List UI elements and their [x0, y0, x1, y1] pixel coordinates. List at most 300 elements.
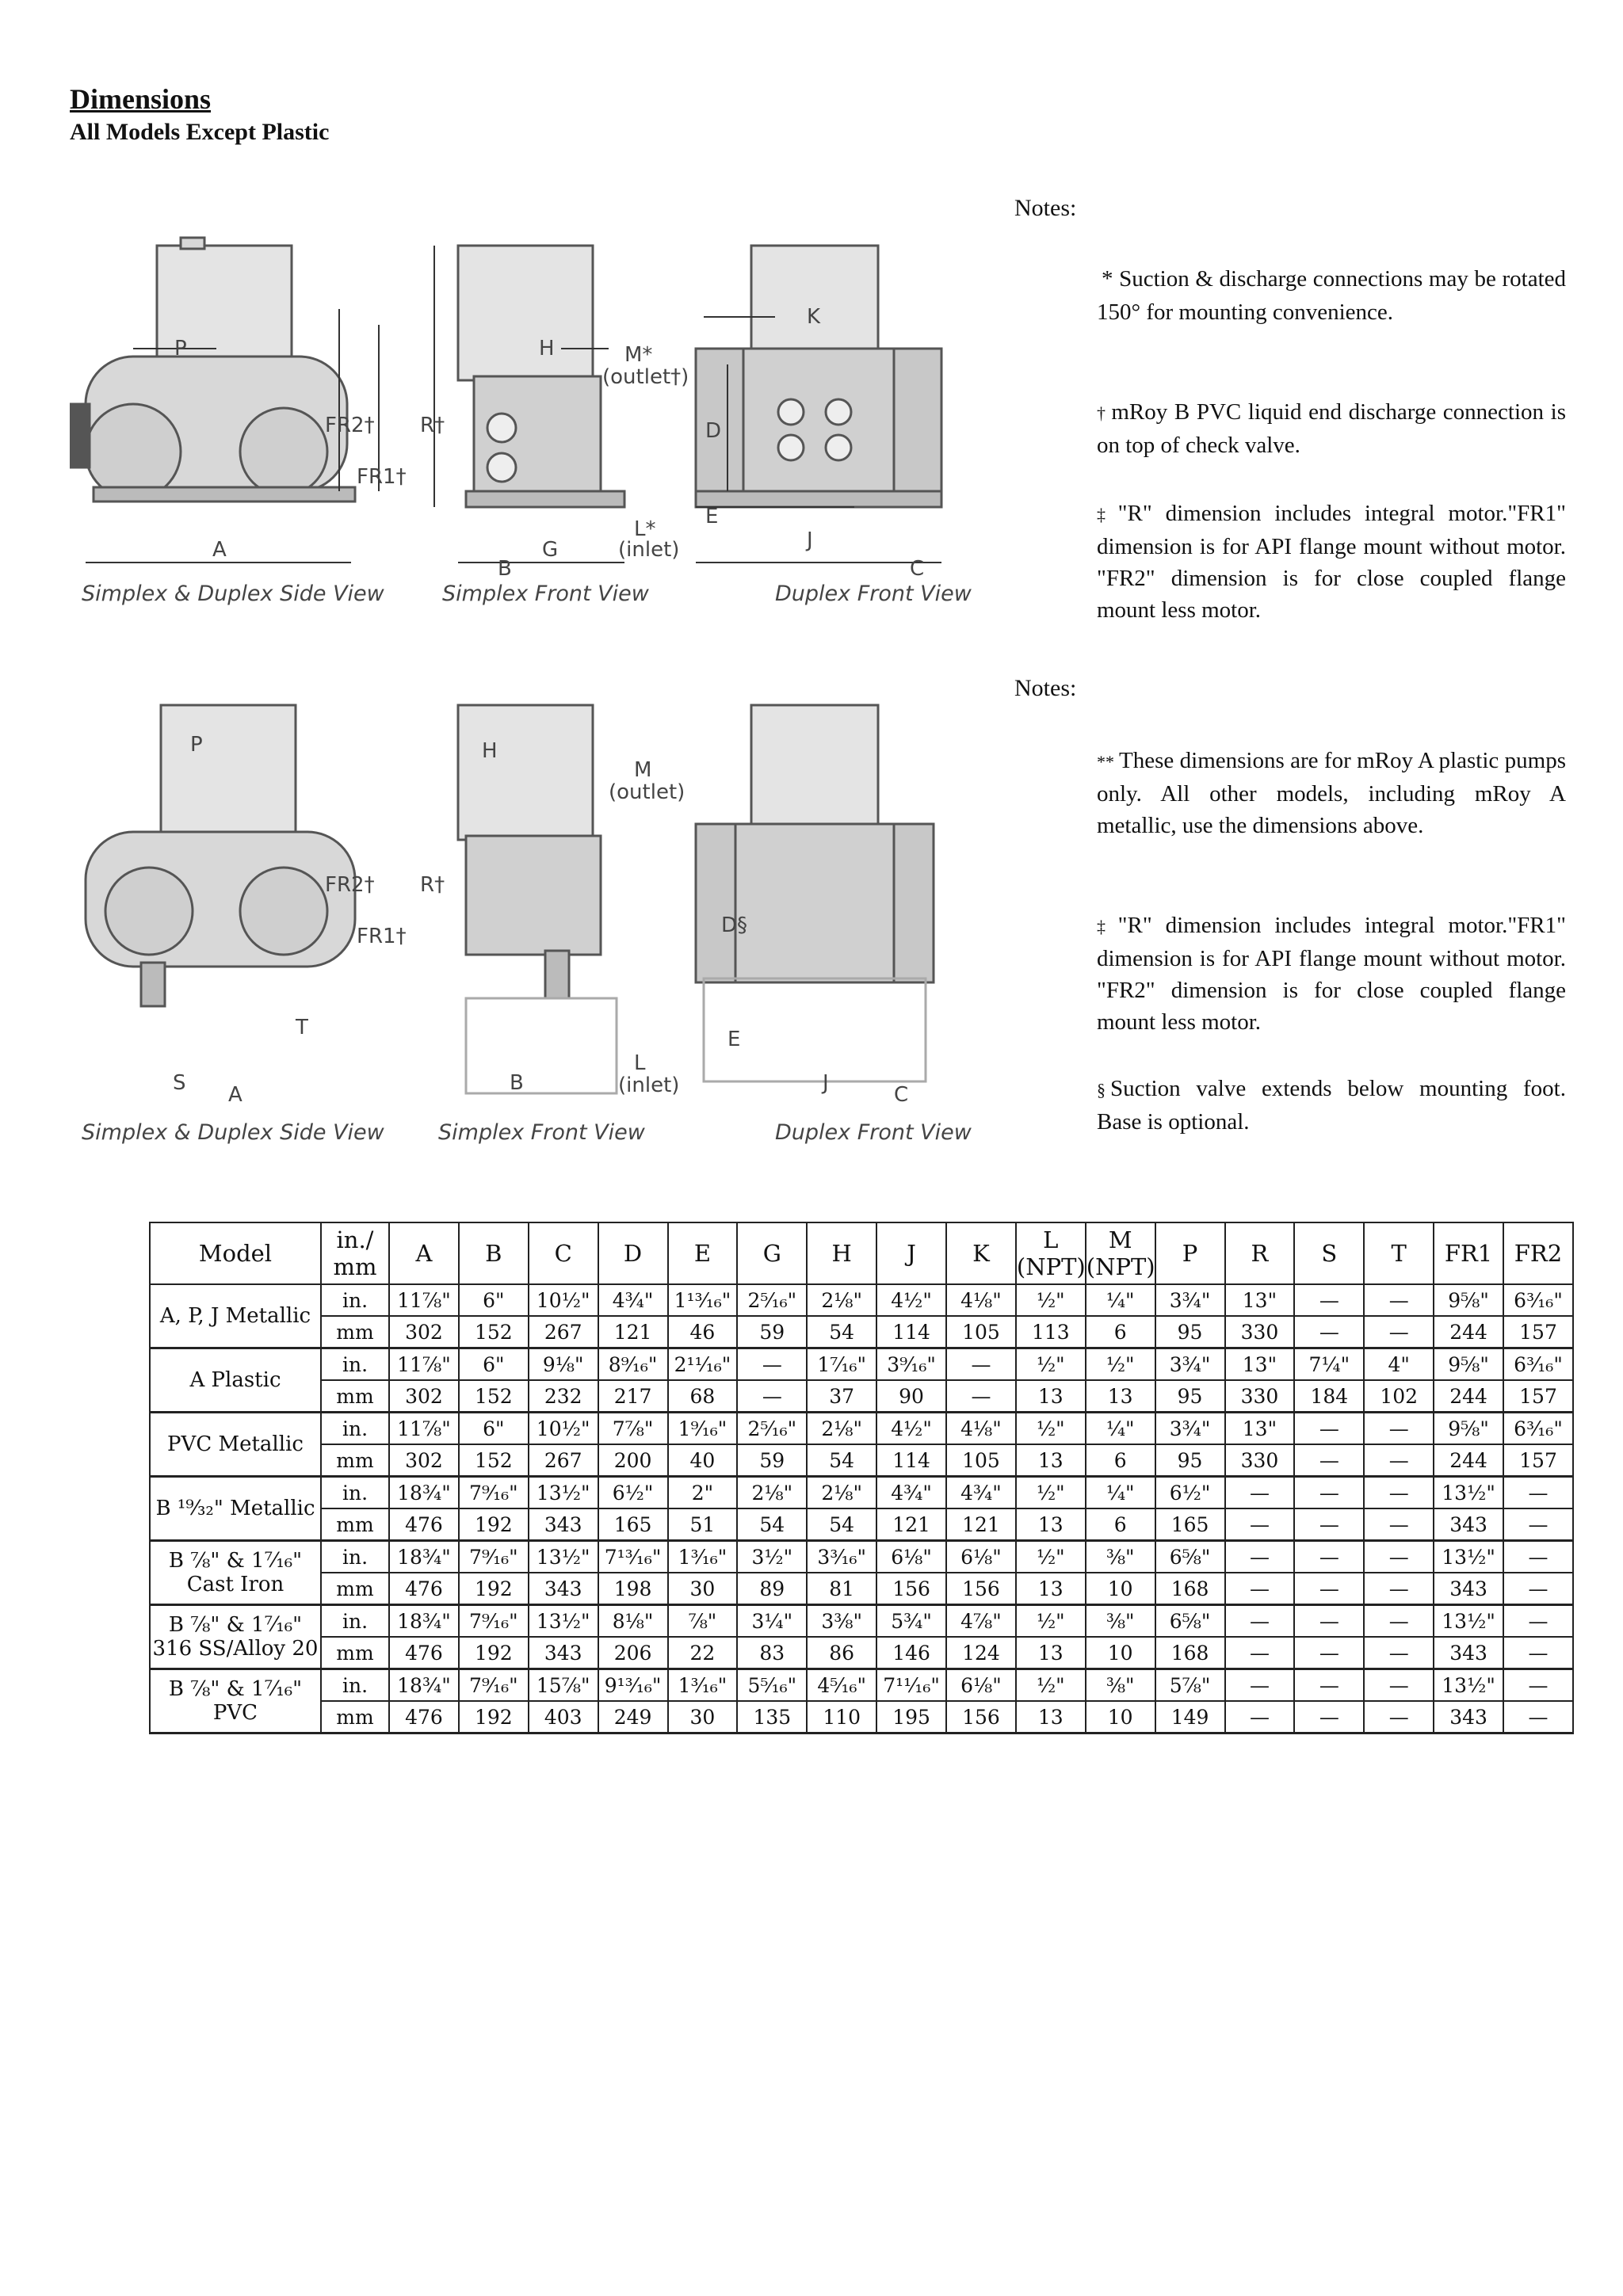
table-cell: 13: [1016, 1380, 1086, 1413]
table-cell: 152: [459, 1444, 529, 1477]
table-cell: 30: [668, 1573, 738, 1605]
table-cell: 40: [668, 1444, 738, 1477]
table-cell: 11⅞": [389, 1284, 459, 1316]
table-cell: 10½": [529, 1284, 598, 1316]
table-cell: 156: [876, 1573, 946, 1605]
note-item: [1097, 396, 1566, 461]
table-cell: 6⅛": [946, 1669, 1016, 1702]
table-cell: 9¹³⁄₁₆": [598, 1669, 668, 1702]
dim-label-j: J: [823, 1071, 829, 1095]
dim-label-fr1: FR1†: [357, 465, 407, 489]
table-cell: 11⅞": [389, 1413, 459, 1445]
dim-label-c: C: [894, 1083, 909, 1107]
table-cell: —: [1364, 1701, 1434, 1733]
table-cell: 2": [668, 1477, 738, 1509]
caption-duplex-front: Duplex Front View: [775, 582, 972, 606]
table-cell: 6⅛": [946, 1541, 1016, 1573]
note-symbol: ‡: [1097, 505, 1113, 524]
table-cell: —: [1503, 1701, 1573, 1733]
table-cell: ⅞": [668, 1605, 738, 1638]
table-cell: 59: [737, 1444, 807, 1477]
table-cell: 105: [946, 1444, 1016, 1477]
table-cell: mm: [321, 1573, 389, 1605]
table-cell: 4⅞": [946, 1605, 1016, 1638]
dim-label-m: M: [634, 758, 652, 782]
table-cell: in.: [321, 1284, 389, 1316]
table-cell: 476: [389, 1508, 459, 1541]
table-cell: 330: [1225, 1316, 1295, 1348]
table-cell: ⅜": [1086, 1605, 1155, 1638]
table-cell: —: [1294, 1701, 1364, 1733]
note-text: mRoy B PVC liquid end discharge connection is on top of check valve.: [1097, 399, 1566, 458]
table-header-cell: C: [529, 1222, 598, 1284]
table-cell: 54: [807, 1316, 876, 1348]
note-item: [1097, 745, 1566, 841]
table-header-cell: H: [807, 1222, 876, 1284]
table-cell: —: [1364, 1669, 1434, 1702]
table-cell: 3¾": [1155, 1284, 1225, 1316]
table-cell: 156: [946, 1573, 1016, 1605]
table-cell: —: [1503, 1477, 1573, 1509]
table-cell: 22: [668, 1637, 738, 1669]
table-row: [150, 1508, 1573, 1541]
dim-label-h: H: [482, 739, 498, 763]
figure-row-2: [70, 689, 989, 1149]
table-cell: 13: [1016, 1637, 1086, 1669]
table-cell: 192: [459, 1508, 529, 1541]
table-cell: 30: [668, 1701, 738, 1733]
table-cell: 302: [389, 1444, 459, 1477]
table-cell: —: [1225, 1573, 1295, 1605]
table-cell: mm: [321, 1316, 389, 1348]
table-cell: ½": [1016, 1413, 1086, 1445]
table-cell: 81: [807, 1573, 876, 1605]
dim-label-d: D: [705, 419, 722, 443]
table-cell: 9⅛": [529, 1348, 598, 1381]
table-cell: 1⁷⁄₁₆": [807, 1348, 876, 1381]
table-cell: 10: [1086, 1573, 1155, 1605]
note-text: These dimensions are for mRoy A plastic pumps only. All other models, including mRoy A metallic, use the dimensions above.: [1097, 748, 1566, 838]
dim-label-b: B: [498, 557, 512, 581]
dimensions-table: [149, 1222, 1574, 1734]
table-cell: ½": [1016, 1669, 1086, 1702]
table-cell: 6": [459, 1348, 529, 1381]
table-cell: —: [1294, 1477, 1364, 1509]
table-cell: —: [1225, 1669, 1295, 1702]
dim-label-c: C: [910, 557, 925, 581]
table-cell: 10: [1086, 1701, 1155, 1733]
table-cell: 86: [807, 1637, 876, 1669]
table-cell: —: [1294, 1573, 1364, 1605]
note-text: "R" dimension includes integral motor."FR1" dimension is for API flange mount without motor. "FR2" dimension is for close coupled flange mount less motor.: [1097, 913, 1566, 1035]
table-cell: 232: [529, 1380, 598, 1413]
table-cell: in.: [321, 1669, 389, 1702]
table-cell: 4¾": [946, 1477, 1016, 1509]
table-cell: 7¹³⁄₁₆": [598, 1541, 668, 1573]
table-cell: 168: [1155, 1573, 1225, 1605]
dim-label-fr1: FR1†: [357, 925, 407, 948]
table-header-cell: B: [459, 1222, 529, 1284]
table-row: [150, 1284, 1573, 1316]
table-cell: —: [1503, 1669, 1573, 1702]
table-cell: —: [737, 1348, 807, 1381]
table-cell: —: [1364, 1541, 1434, 1573]
table-cell: 343: [1434, 1508, 1503, 1541]
table-cell: 1¹³⁄₁₆": [668, 1284, 738, 1316]
dim-label-e: E: [727, 1028, 741, 1051]
table-cell: 330: [1225, 1444, 1295, 1477]
table-cell: —: [1364, 1508, 1434, 1541]
table-cell: 2⁵⁄₁₆": [737, 1413, 807, 1445]
table-cell: 89: [737, 1573, 807, 1605]
table-cell: ⅜": [1086, 1541, 1155, 1573]
table-cell: 200: [598, 1444, 668, 1477]
table-cell: —: [1503, 1508, 1573, 1541]
table-cell: 267: [529, 1316, 598, 1348]
table-header-cell: A: [389, 1222, 459, 1284]
table-header-cell: M (NPT): [1086, 1222, 1155, 1284]
table-cell: 90: [876, 1380, 946, 1413]
dim-label-p: P: [174, 337, 187, 360]
table-cell: 15⅞": [529, 1669, 598, 1702]
table-header-cell: Model: [150, 1222, 321, 1284]
table-cell: 4¾": [876, 1477, 946, 1509]
table-cell: 7⁹⁄₁₆": [459, 1541, 529, 1573]
table-cell: ½": [1016, 1541, 1086, 1573]
table-cell: 206: [598, 1637, 668, 1669]
table-cell: 121: [598, 1316, 668, 1348]
table-cell: 10: [1086, 1637, 1155, 1669]
table-cell: 1³⁄₁₆": [668, 1541, 738, 1573]
table-cell: 59: [737, 1316, 807, 1348]
model-cell: B ¹⁹⁄₃₂" Metallic: [150, 1477, 321, 1541]
table-cell: 13: [1016, 1444, 1086, 1477]
table-cell: 343: [1434, 1637, 1503, 1669]
table-cell: 6: [1086, 1508, 1155, 1541]
table-cell: ½": [1016, 1477, 1086, 1509]
table-cell: 13½": [1434, 1669, 1503, 1702]
table-cell: 343: [529, 1637, 598, 1669]
table-cell: 403: [529, 1701, 598, 1733]
table-cell: 476: [389, 1573, 459, 1605]
table-cell: 102: [1364, 1380, 1434, 1413]
table-cell: —: [1364, 1413, 1434, 1445]
table-cell: 114: [876, 1444, 946, 1477]
model-cell: B ⅞" & 1⁷⁄₁₆" Cast Iron: [150, 1541, 321, 1605]
table-cell: —: [1294, 1637, 1364, 1669]
dim-label-m: M*: [624, 343, 653, 367]
table-cell: ½": [1016, 1284, 1086, 1316]
table-cell: 13: [1016, 1573, 1086, 1605]
table-cell: 3⅜": [807, 1605, 876, 1638]
table-cell: 244: [1434, 1444, 1503, 1477]
table-cell: 13": [1225, 1348, 1295, 1381]
table-cell: 13½": [1434, 1477, 1503, 1509]
table-cell: 1³⁄₁₆": [668, 1669, 738, 1702]
dim-label-inlet: (inlet): [618, 1074, 680, 1097]
table-cell: —: [1225, 1637, 1295, 1669]
table-cell: 4⁵⁄₁₆": [807, 1669, 876, 1702]
table-cell: 157: [1503, 1380, 1573, 1413]
table-cell: 476: [389, 1701, 459, 1733]
table-cell: 95: [1155, 1380, 1225, 1413]
table-cell: in.: [321, 1605, 389, 1638]
table-cell: —: [1364, 1316, 1434, 1348]
dim-label-fr2: FR2†: [325, 873, 375, 897]
table-cell: 3¾": [1155, 1413, 1225, 1445]
table-header-cell: J: [876, 1222, 946, 1284]
table-cell: 18¾": [389, 1541, 459, 1573]
table-cell: 244: [1434, 1380, 1503, 1413]
table-cell: —: [1364, 1637, 1434, 1669]
table-cell: 124: [946, 1637, 1016, 1669]
table-cell: 13½": [529, 1541, 598, 1573]
table-cell: 1⁹⁄₁₆": [668, 1413, 738, 1445]
note-symbol: **: [1097, 752, 1114, 772]
table-cell: 195: [876, 1701, 946, 1733]
table-cell: 302: [389, 1380, 459, 1413]
dim-label-outlet: (outlet): [609, 780, 685, 804]
table-header-cell: FR2: [1503, 1222, 1573, 1284]
table-cell: 18¾": [389, 1605, 459, 1638]
table-cell: mm: [321, 1380, 389, 1413]
table-row: [150, 1444, 1573, 1477]
table-cell: ¼": [1086, 1413, 1155, 1445]
table-cell: in.: [321, 1477, 389, 1509]
dim-label-j: J: [807, 528, 813, 552]
table-cell: 4": [1364, 1348, 1434, 1381]
table-cell: mm: [321, 1701, 389, 1733]
table-row: [150, 1316, 1573, 1348]
table-cell: 9⅝": [1434, 1348, 1503, 1381]
table-cell: 13: [1086, 1380, 1155, 1413]
table-cell: —: [1294, 1316, 1364, 1348]
table-cell: 54: [737, 1508, 807, 1541]
table-cell: —: [1225, 1541, 1295, 1573]
table-cell: —: [946, 1380, 1016, 1413]
note-text: * Suction & discharge connections may be rotated 150° for mounting convenience.: [1097, 266, 1566, 325]
table-cell: 6½": [1155, 1477, 1225, 1509]
table-cell: 110: [807, 1701, 876, 1733]
table-cell: 11⅞": [389, 1348, 459, 1381]
table-cell: 37: [807, 1380, 876, 1413]
table-cell: 8⁹⁄₁₆": [598, 1348, 668, 1381]
table-cell: mm: [321, 1637, 389, 1669]
figure-row-1: [70, 230, 989, 626]
table-cell: in.: [321, 1413, 389, 1445]
page-subtitle: All Models Except Plastic: [70, 119, 330, 145]
table-cell: 4⅛": [946, 1413, 1016, 1445]
table-row: [150, 1573, 1573, 1605]
table-cell: 4½": [876, 1413, 946, 1445]
table-cell: 13: [1016, 1701, 1086, 1733]
table-cell: 152: [459, 1316, 529, 1348]
table-cell: ½": [1016, 1348, 1086, 1381]
model-cell: B ⅞" & 1⁷⁄₁₆" PVC: [150, 1669, 321, 1733]
table-row: [150, 1380, 1573, 1413]
table-header-cell: L (NPT): [1016, 1222, 1086, 1284]
table-cell: —: [1225, 1477, 1295, 1509]
table-cell: 113: [1016, 1316, 1086, 1348]
notes-label: Notes:: [1014, 195, 1077, 221]
table-cell: 13": [1225, 1284, 1295, 1316]
table-cell: 105: [946, 1316, 1016, 1348]
table-cell: —: [1225, 1605, 1295, 1638]
table-cell: ¼": [1086, 1477, 1155, 1509]
table-cell: 13½": [529, 1477, 598, 1509]
table-row: [150, 1701, 1573, 1733]
table-cell: 13: [1016, 1508, 1086, 1541]
table-cell: 6: [1086, 1444, 1155, 1477]
table-cell: 46: [668, 1316, 738, 1348]
table-cell: 192: [459, 1637, 529, 1669]
table-cell: 4¾": [598, 1284, 668, 1316]
table-row: [150, 1605, 1573, 1638]
table-cell: 302: [389, 1316, 459, 1348]
table-cell: 2⅛": [737, 1477, 807, 1509]
dim-label-a: A: [212, 538, 227, 562]
table-cell: —: [1503, 1605, 1573, 1638]
table-cell: —: [1364, 1284, 1434, 1316]
table-cell: 2⅛": [807, 1477, 876, 1509]
notes-label: Notes:: [1014, 675, 1077, 701]
note-symbol: ‡: [1097, 917, 1113, 936]
table-cell: 18¾": [389, 1669, 459, 1702]
table-cell: 6⅝": [1155, 1605, 1225, 1638]
table-cell: —: [1294, 1605, 1364, 1638]
table-header-cell: E: [668, 1222, 738, 1284]
dim-label-t: T: [296, 1016, 308, 1039]
table-row: [150, 1348, 1573, 1381]
dim-label-l: L: [634, 1051, 646, 1075]
table-cell: 13": [1225, 1413, 1295, 1445]
table-cell: —: [1225, 1701, 1295, 1733]
table-cell: 2⅛": [807, 1413, 876, 1445]
table-cell: 95: [1155, 1316, 1225, 1348]
model-cell: A Plastic: [150, 1348, 321, 1413]
table-cell: —: [1503, 1541, 1573, 1573]
table-cell: 2¹¹⁄₁₆": [668, 1348, 738, 1381]
table-cell: —: [1294, 1541, 1364, 1573]
page-title: Dimensions: [70, 83, 212, 115]
table-cell: 168: [1155, 1637, 1225, 1669]
dim-label-outlet: (outlet†): [602, 365, 689, 389]
table-cell: 9⅝": [1434, 1284, 1503, 1316]
dim-label-p: P: [190, 733, 203, 757]
table-cell: ⅜": [1086, 1669, 1155, 1702]
table-cell: 249: [598, 1701, 668, 1733]
table-cell: 4⅛": [946, 1284, 1016, 1316]
note-item: [1097, 1073, 1566, 1138]
dim-label-h: H: [539, 337, 555, 360]
table-cell: 5⁵⁄₁₆": [737, 1669, 807, 1702]
dim-label-fr2: FR2†: [325, 414, 375, 437]
table-cell: 5⅞": [1155, 1669, 1225, 1702]
table-header-cell: in./ mm: [321, 1222, 389, 1284]
model-cell: A, P, J Metallic: [150, 1284, 321, 1348]
table-cell: 5¾": [876, 1605, 946, 1638]
dim-label-s: S: [173, 1071, 186, 1095]
table-header-cell: FR1: [1434, 1222, 1503, 1284]
dim-label-d: D§: [721, 913, 748, 937]
table-cell: 157: [1503, 1316, 1573, 1348]
table-cell: 7⁹⁄₁₆": [459, 1669, 529, 1702]
dim-label-b: B: [510, 1071, 524, 1095]
table-cell: 343: [529, 1508, 598, 1541]
table-cell: —: [946, 1348, 1016, 1381]
table-cell: 343: [1434, 1573, 1503, 1605]
dim-label-r: R†: [420, 414, 445, 437]
table-row: [150, 1669, 1573, 1702]
caption-simplex-front: Simplex Front View: [438, 1120, 645, 1145]
dim-label-e: E: [705, 505, 719, 528]
note-text: "R" dimension includes integral motor."FR1" dimension is for API flange mount without motor. "FR2" dimension is for close coupled flange mount less motor.: [1097, 501, 1566, 623]
table-cell: 343: [529, 1573, 598, 1605]
table-cell: —: [1294, 1669, 1364, 1702]
table-cell: 18¾": [389, 1477, 459, 1509]
table-cell: 7¹¹⁄₁₆": [876, 1669, 946, 1702]
table-cell: 6⅛": [876, 1541, 946, 1573]
table-cell: 7¼": [1294, 1348, 1364, 1381]
table-cell: 8⅛": [598, 1605, 668, 1638]
table-cell: 192: [459, 1573, 529, 1605]
table-cell: 6³⁄₁₆": [1503, 1348, 1573, 1381]
table-cell: in.: [321, 1541, 389, 1573]
table-cell: 83: [737, 1637, 807, 1669]
table-cell: 13½": [529, 1605, 598, 1638]
table-cell: —: [1225, 1508, 1295, 1541]
table-cell: 114: [876, 1316, 946, 1348]
table-cell: —: [1364, 1605, 1434, 1638]
table-cell: —: [737, 1380, 807, 1413]
table-cell: 121: [876, 1508, 946, 1541]
table-cell: 6³⁄₁₆": [1503, 1413, 1573, 1445]
caption-duplex-front: Duplex Front View: [775, 1120, 972, 1145]
dim-label-inlet: (inlet): [618, 538, 680, 562]
table-cell: 165: [1155, 1508, 1225, 1541]
table-cell: 192: [459, 1701, 529, 1733]
table-header-cell: R: [1225, 1222, 1295, 1284]
table-cell: —: [1503, 1637, 1573, 1669]
table-header-row: [150, 1222, 1573, 1284]
table-cell: 157: [1503, 1444, 1573, 1477]
table-cell: 198: [598, 1573, 668, 1605]
caption-side-view: Simplex & Duplex Side View: [82, 1120, 384, 1145]
table-cell: 95: [1155, 1444, 1225, 1477]
table-cell: 13½": [1434, 1541, 1503, 1573]
table-cell: 7⅞": [598, 1413, 668, 1445]
table-cell: 3³⁄₁₆": [807, 1541, 876, 1573]
table-row: [150, 1477, 1573, 1509]
table-header-cell: D: [598, 1222, 668, 1284]
table-cell: 121: [946, 1508, 1016, 1541]
table-cell: —: [1294, 1508, 1364, 1541]
table-cell: 6⅝": [1155, 1541, 1225, 1573]
table-cell: 6½": [598, 1477, 668, 1509]
table-header-cell: P: [1155, 1222, 1225, 1284]
table-header-cell: K: [946, 1222, 1016, 1284]
table-cell: 146: [876, 1637, 946, 1669]
table-cell: 165: [598, 1508, 668, 1541]
model-cell: PVC Metallic: [150, 1413, 321, 1477]
note-text: Suction valve extends below mounting foot. Base is optional.: [1097, 1076, 1566, 1135]
table-cell: 68: [668, 1380, 738, 1413]
table-cell: 3½": [737, 1541, 807, 1573]
dim-label-r: R†: [420, 873, 445, 897]
note-item: [1097, 910, 1566, 1038]
table-cell: 6": [459, 1413, 529, 1445]
table-header-cell: G: [737, 1222, 807, 1284]
